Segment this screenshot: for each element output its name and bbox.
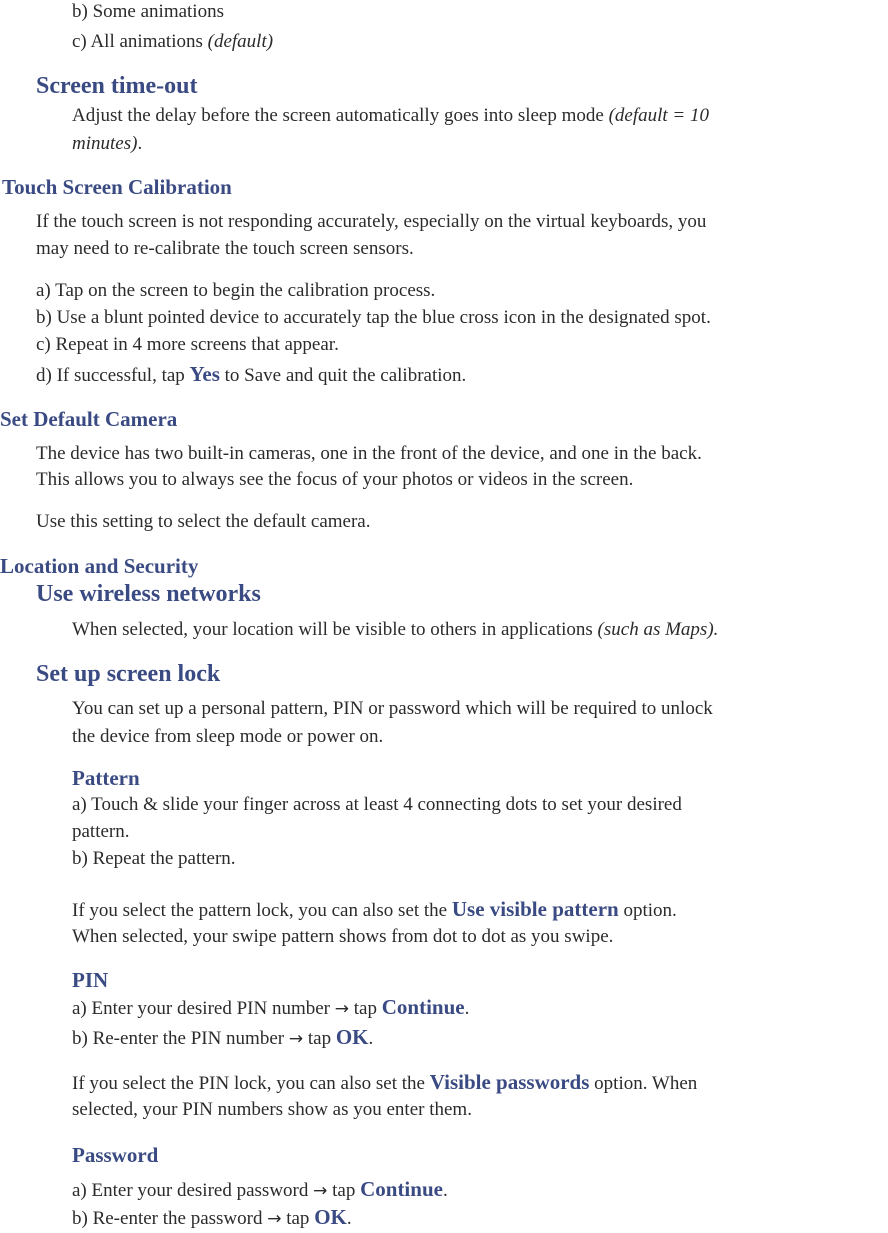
step-text-mid: tap	[281, 1208, 315, 1229]
animation-option-all	[72, 30, 273, 54]
touch-calibration-heading: Touch Screen Calibration	[2, 175, 232, 199]
step-text: a) Enter your desired password	[72, 1180, 314, 1201]
step-text-end: to Save and quit the calibration.	[219, 365, 467, 386]
continue-keyword: Continue	[360, 1177, 443, 1201]
step-text-end: .	[442, 1180, 448, 1201]
step-text: d) If successful, tap	[36, 365, 190, 386]
pin-note-line2: selected, your PIN numbers show as you enter them.	[72, 1099, 472, 1120]
pattern-step-a-line2: pattern.	[72, 821, 130, 842]
note-text-end: option. When	[589, 1073, 698, 1094]
calibration-step-c: c) Repeat in 4 more screens that appear.	[36, 334, 339, 355]
pattern-note-line1	[72, 897, 677, 923]
screen-lock-heading: Set up screen lock	[36, 661, 221, 687]
calibration-step-d	[36, 362, 466, 388]
calibration-step-a: a) Tap on the screen to begin the calibration process.	[36, 280, 436, 301]
pin-step-b	[72, 1025, 373, 1051]
screen-timeout-desc-line2	[72, 132, 142, 156]
option-text: c) All animations	[72, 31, 208, 52]
arrow-right-icon: →	[267, 1209, 282, 1229]
use-visible-pattern-keyword: Use visible pattern	[451, 897, 619, 921]
desc-text: Adjust the delay before the screen automatically goes into sleep mode	[72, 105, 609, 126]
default-note-cont: minutes)	[72, 133, 138, 154]
ok-keyword: OK	[314, 1205, 347, 1229]
step-text-end: .	[464, 998, 470, 1019]
note-text: If you select the PIN lock, you can also set the	[72, 1073, 430, 1094]
note-text-end: option.	[618, 900, 677, 921]
screen-lock-desc-line2: the device from sleep mode or power on.	[72, 726, 384, 747]
default-note: (default)	[207, 31, 274, 52]
step-text-mid: tap	[303, 1028, 336, 1049]
step-text: b) Re-enter the password	[72, 1208, 268, 1229]
desc-text: When selected, your location will be visible to others in applications	[72, 619, 598, 640]
screen-timeout-desc-line1	[72, 104, 709, 128]
arrow-right-icon: →	[313, 1181, 328, 1201]
touch-calibration-desc-line2: may need to re-calibrate the touch screen sensors.	[36, 238, 414, 259]
step-text-end: .	[368, 1028, 374, 1049]
default-camera-heading: Set Default Camera	[0, 407, 178, 431]
calibration-step-b: b) Use a blunt pointed device to accurately tap the blue cross icon in the designated spot.	[36, 307, 711, 328]
password-step-b	[72, 1205, 352, 1231]
arrow-right-icon: →	[288, 1029, 304, 1049]
pin-note-line1	[72, 1070, 697, 1096]
default-camera-desc-line2: This allows you to always see the focus of your photos or videos in the screen.	[36, 469, 634, 490]
visible-passwords-keyword: Visible passwords	[429, 1070, 590, 1094]
step-text: b) Re-enter the PIN number	[72, 1028, 289, 1049]
touch-calibration-desc-line1: If the touch screen is not responding accurately, especially on the virtual keyboards, you	[36, 211, 707, 232]
step-text: a) Enter your desired PIN number	[72, 998, 335, 1019]
location-security-heading: Location and Security	[0, 554, 199, 578]
arrow-right-icon: →	[334, 999, 350, 1019]
screen-timeout-heading: Screen time-out	[36, 73, 198, 99]
pattern-step-a-line1: a) Touch & slide your finger across at least 4 connecting dots to set your desired	[72, 794, 682, 815]
pin-heading: PIN	[72, 968, 109, 992]
pin-step-a	[72, 995, 469, 1021]
yes-keyword: Yes	[189, 362, 220, 386]
step-text-mid: tap	[349, 998, 382, 1019]
ok-keyword: OK	[335, 1025, 369, 1049]
pattern-heading: Pattern	[72, 766, 140, 790]
default-note: (default = 10	[608, 105, 709, 126]
pattern-note-line2: When selected, your swipe pattern shows from dot to dot as you swipe.	[72, 926, 614, 947]
wireless-networks-heading: Use wireless networks	[36, 581, 261, 607]
default-camera-note: Use this setting to select the default camera.	[36, 511, 371, 532]
step-text-mid: tap	[327, 1180, 361, 1201]
pattern-step-b: b) Repeat the pattern.	[72, 848, 236, 869]
password-heading: Password	[72, 1143, 159, 1167]
default-camera-desc-line1: The device has two built-in cameras, one in the front of the device, and one in the back.	[36, 443, 702, 464]
wireless-networks-desc	[72, 618, 718, 642]
period: .	[137, 133, 143, 154]
note-text: If you select the pattern lock, you can also set the	[72, 900, 452, 921]
example-note: (such as Maps).	[597, 619, 719, 640]
password-step-a	[72, 1177, 448, 1203]
continue-keyword: Continue	[381, 995, 465, 1019]
screen-lock-desc-line1: You can set up a personal pattern, PIN or password which will be required to unlock	[72, 698, 713, 719]
step-text-end: .	[346, 1208, 352, 1229]
animation-option-some: b) Some animations	[72, 1, 224, 22]
